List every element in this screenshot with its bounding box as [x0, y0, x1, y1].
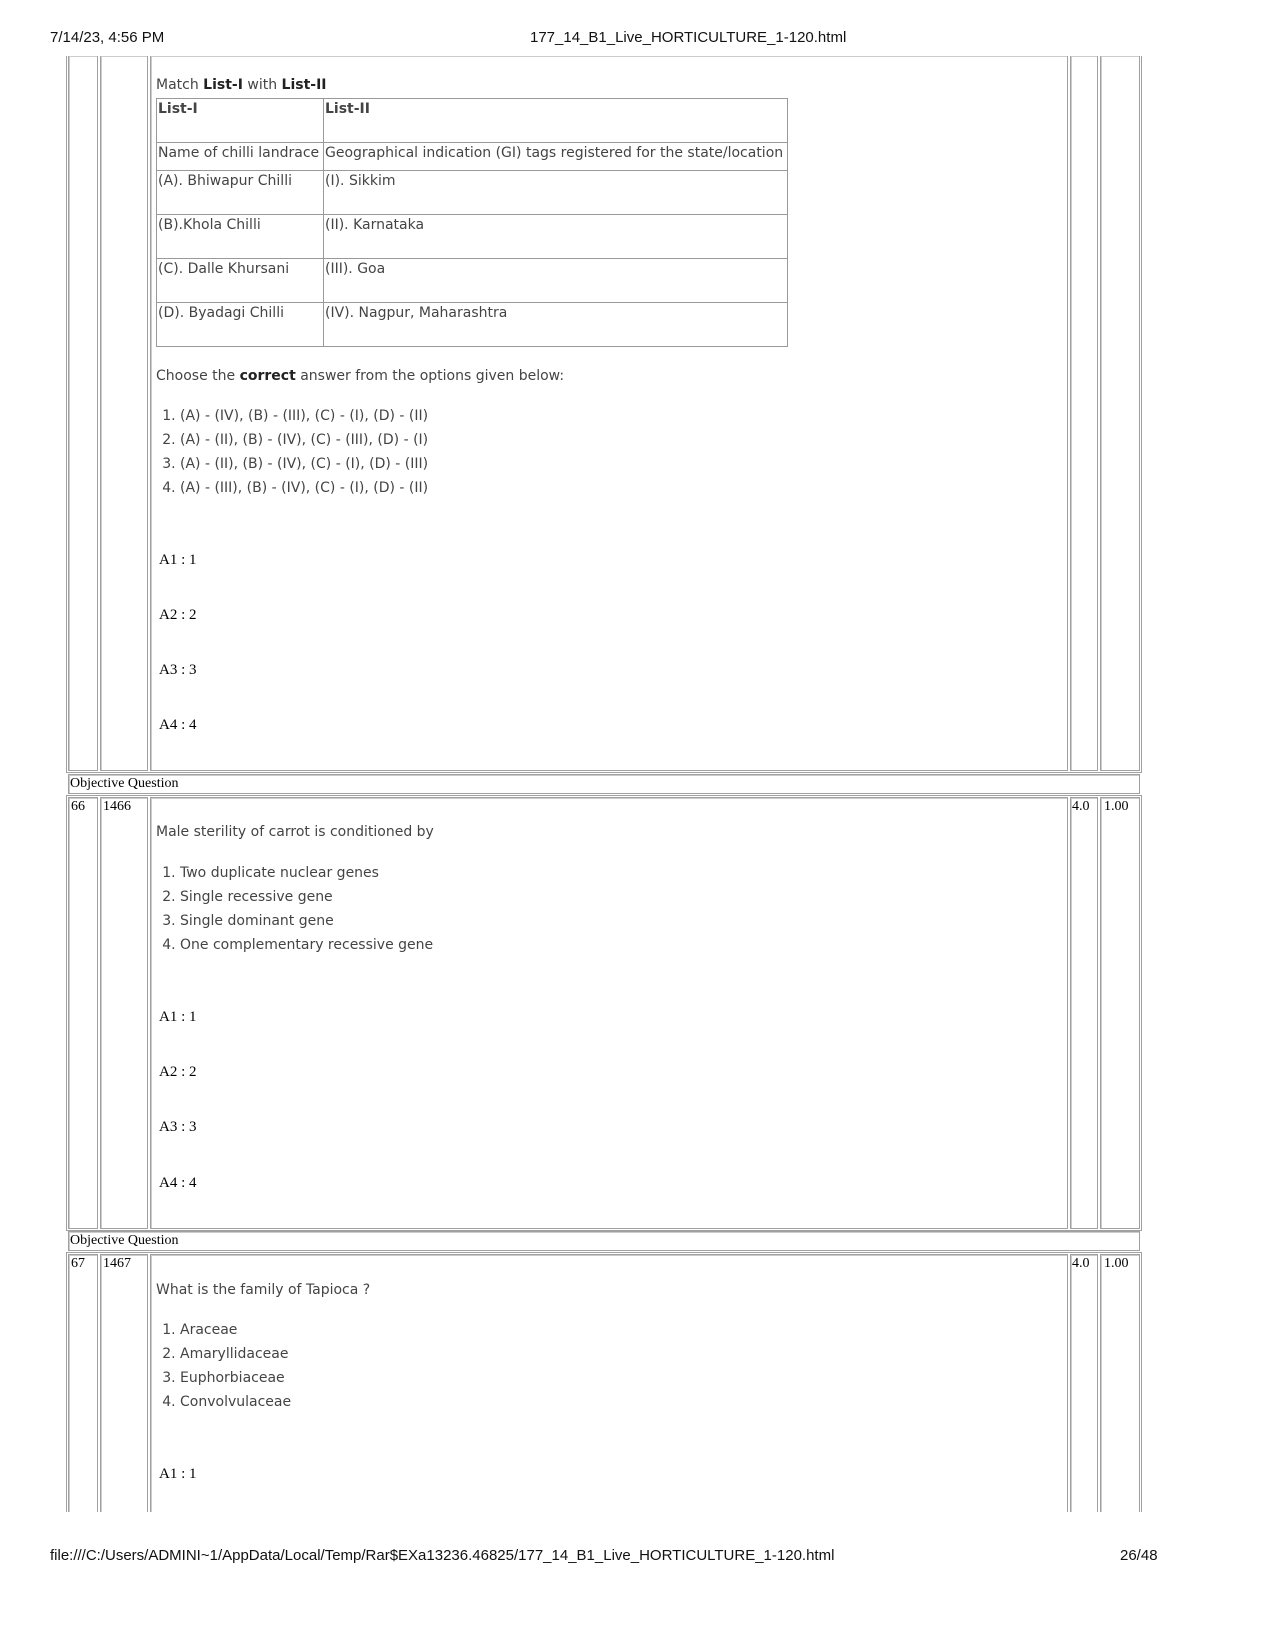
- negative-marks-value: 1.00: [1104, 799, 1129, 814]
- id-cell: [100, 1254, 148, 1524]
- column-header: List-II: [325, 101, 370, 117]
- table-cell: (B).Khola Chilli: [157, 215, 324, 259]
- option: 1. Araceae: [180, 1318, 291, 1342]
- answer-option: A2 : 2: [159, 1064, 197, 1080]
- answer-option: A3 : 3: [159, 1119, 197, 1135]
- marks-cell: [1070, 1254, 1098, 1524]
- answer-option: A1 : 1: [159, 552, 197, 568]
- option: 4. One complementary recessive gene: [180, 933, 433, 957]
- option: 2. Single recessive gene: [180, 885, 433, 909]
- page-number: 26/48: [1120, 1547, 1158, 1564]
- table-row: [157, 303, 788, 347]
- table-row: [157, 143, 788, 171]
- options-list: [156, 861, 433, 957]
- number-cell: [68, 56, 98, 771]
- option: 1. (A) - (IV), (B) - (III), (C) - (I), (D) - (II): [180, 404, 428, 428]
- table-cell: (D). Byadagi Chilli: [157, 303, 324, 347]
- option: 4. Convolvulaceae: [180, 1390, 291, 1414]
- footer-file-path: file:///C:/Users/ADMINI~1/AppData/Local/Temp/Rar$EXa13236.46825/177_14_B1_Live_HORTICULTURE_1-120.html: [50, 1547, 835, 1564]
- option: 1. Two duplicate nuclear genes: [180, 861, 433, 885]
- marks-value: 4.0: [1072, 1256, 1090, 1271]
- option: 3. Euphorbiaceae: [180, 1366, 291, 1390]
- question-id: 1467: [103, 1256, 131, 1271]
- table-cell: (IV). Nagpur, Maharashtra: [324, 303, 788, 347]
- question-type-label: Objective Question: [70, 1233, 179, 1248]
- question-type-label: Objective Question: [70, 776, 179, 791]
- option: 4. (A) - (III), (B) - (IV), (C) - (I), (D) - (II): [180, 476, 428, 500]
- table-header-row: [157, 99, 788, 143]
- marks-cell: [1070, 797, 1098, 1229]
- options-list: [156, 404, 428, 500]
- question-number: 67: [71, 1256, 85, 1271]
- table-cell: (C). Dalle Khursani: [157, 259, 324, 303]
- match-table: [156, 98, 788, 347]
- id-cell: [100, 797, 148, 1229]
- number-cell: [68, 1254, 98, 1524]
- document-title: 177_14_B1_Live_HORTICULTURE_1-120.html: [530, 29, 847, 46]
- table-cell: (A). Bhiwapur Chilli: [157, 171, 324, 215]
- negative-marks-value: 1.00: [1104, 1256, 1129, 1271]
- question-type-row: [68, 1231, 1140, 1251]
- negative-cell: [1100, 56, 1140, 771]
- table-cell: Name of chilli landrace: [157, 143, 324, 171]
- question-id: 1466: [103, 799, 131, 814]
- choose-instruction: Choose the correct answer from the options given below:: [156, 368, 565, 384]
- table-row: [157, 171, 788, 215]
- marks-cell: [1070, 56, 1098, 771]
- marks-value: 4.0: [1072, 799, 1090, 814]
- answer-option: A2 : 2: [159, 607, 197, 623]
- option: 2. Amaryllidaceae: [180, 1342, 291, 1366]
- table-row: [157, 215, 788, 259]
- question-text: Male sterility of carrot is conditioned by: [156, 824, 434, 840]
- print-datetime: 7/14/23, 4:56 PM: [50, 29, 165, 46]
- option: 2. (A) - (II), (B) - (IV), (C) - (III), (D) - (I): [180, 428, 428, 452]
- number-cell: [68, 797, 98, 1229]
- table-row: [157, 259, 788, 303]
- table-cell: (II). Karnataka: [324, 215, 788, 259]
- negative-cell: [1100, 1254, 1140, 1524]
- question-text: What is the family of Tapioca ?: [156, 1282, 371, 1298]
- option: 3. Single dominant gene: [180, 909, 433, 933]
- question-number: 66: [71, 799, 85, 814]
- answer-option: A3 : 3: [159, 662, 197, 678]
- answer-option: A1 : 1: [159, 1466, 197, 1482]
- table-cell: (III). Goa: [324, 259, 788, 303]
- negative-cell: [1100, 797, 1140, 1229]
- answer-option: A1 : 1: [159, 1009, 197, 1025]
- table-cell: Geographical indication (GI) tags registered for the state/location: [324, 143, 788, 171]
- match-intro: Match List-I with List-II: [156, 77, 327, 93]
- options-list: [156, 1318, 291, 1414]
- table-cell: (I). Sikkim: [324, 171, 788, 215]
- question-type-row: [68, 774, 1140, 794]
- option: 3. (A) - (II), (B) - (IV), (C) - (I), (D) - (III): [180, 452, 428, 476]
- column-header: List-I: [158, 101, 198, 117]
- answer-option: A4 : 4: [159, 1175, 197, 1191]
- answer-option: A4 : 4: [159, 717, 197, 733]
- id-cell: [100, 56, 148, 771]
